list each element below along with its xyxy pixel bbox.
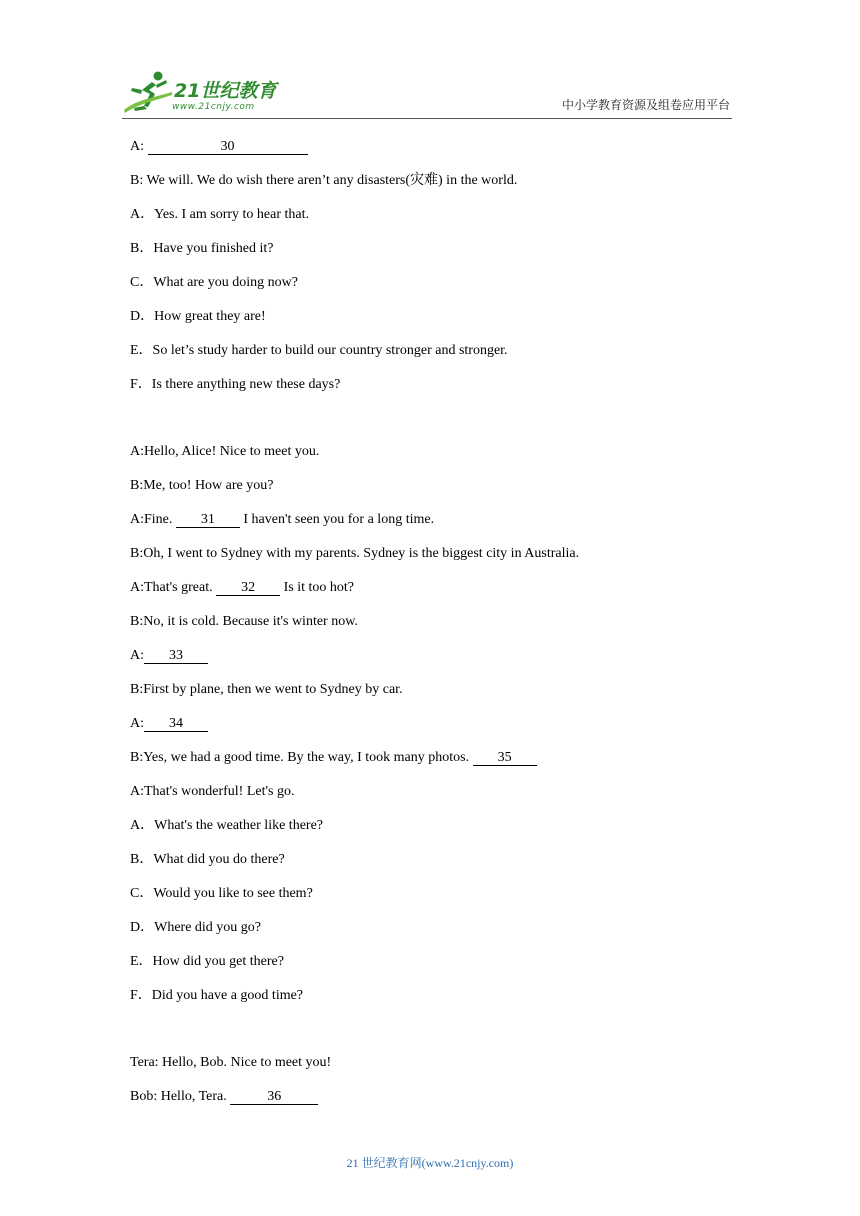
- dialogue-line-34: A: 34: [130, 715, 208, 733]
- option-c: C．What are you doing now?: [130, 275, 298, 290]
- blank-32: 32: [216, 580, 280, 596]
- page-footer: 21 世纪教育网(www.21cnjy.com): [346, 1156, 514, 1170]
- dialogue-line: B:First by plane, then we went to Sydney by car.: [130, 682, 403, 697]
- option-f: F．Did you have a good time?: [130, 988, 304, 1003]
- logo-url: www.21cnjy.com: [172, 102, 255, 112]
- blank-30: 30: [148, 139, 308, 155]
- option-d: D．How great they are!: [130, 309, 266, 324]
- dialogue-line-35: B:Yes, we had a good time. By the way, I took many photos. 35: [130, 749, 537, 767]
- blank-33: 33: [144, 648, 208, 664]
- dialogue-line-31: A:Fine. 31 I haven't seen you for a long time.: [130, 512, 435, 527]
- dialogue-line: A:Hello, Alice! Nice to meet you.: [130, 444, 320, 459]
- dialogue-line: Tera: Hello, Bob. Nice to meet you!: [130, 1055, 332, 1070]
- dialogue-line: B:No, it is cold. Because it's winter now.: [130, 614, 358, 629]
- option-c: C．Would you like to see them?: [130, 886, 313, 901]
- option-b: B．What did you do there?: [130, 852, 285, 867]
- option-b: B．Have you finished it?: [130, 241, 274, 256]
- page-header: [0, 0, 860, 130]
- logo: [122, 70, 292, 116]
- dialogue-line-a30: A: 30: [130, 138, 308, 156]
- option-e: E．So let’s study harder to build our country stronger and stronger.: [130, 343, 508, 358]
- logo-text: 21世纪教育: [174, 80, 277, 102]
- option-d: D．Where did you go?: [130, 920, 262, 935]
- blank-31: 31: [176, 512, 240, 528]
- dialogue-line-36: Bob: Hello, Tera. 36: [130, 1088, 318, 1106]
- dialogue-line: A:That's wonderful! Let's go.: [130, 784, 295, 799]
- dialogue-line-b-reply: B: We will. We do wish there aren’t any disasters(灾难) in the world.: [130, 173, 518, 188]
- dialogue-line-32: A:That's great. 32 Is it too hot?: [130, 580, 354, 595]
- dialogue-line: B:Oh, I went to Sydney with my parents. Sydney is the biggest city in Australia.: [130, 546, 580, 561]
- blank-36: 36: [230, 1089, 318, 1105]
- option-a: A．What's the weather like there?: [130, 818, 323, 833]
- blank-35: 35: [473, 750, 537, 766]
- header-platform-text: 中小学教育资源及组卷应用平台: [561, 98, 730, 112]
- option-f: F．Is there anything new these days?: [130, 377, 341, 392]
- blank-34: 34: [144, 716, 208, 732]
- dialogue-line: B:Me, too! How are you?: [130, 478, 274, 493]
- runner-logo-icon: [122, 70, 174, 114]
- dialogue-line-33: A: 33: [130, 647, 208, 665]
- option-e: E．How did you get there?: [130, 954, 284, 969]
- header-divider: [122, 118, 732, 119]
- option-a: A．Yes. I am sorry to hear that.: [130, 207, 309, 222]
